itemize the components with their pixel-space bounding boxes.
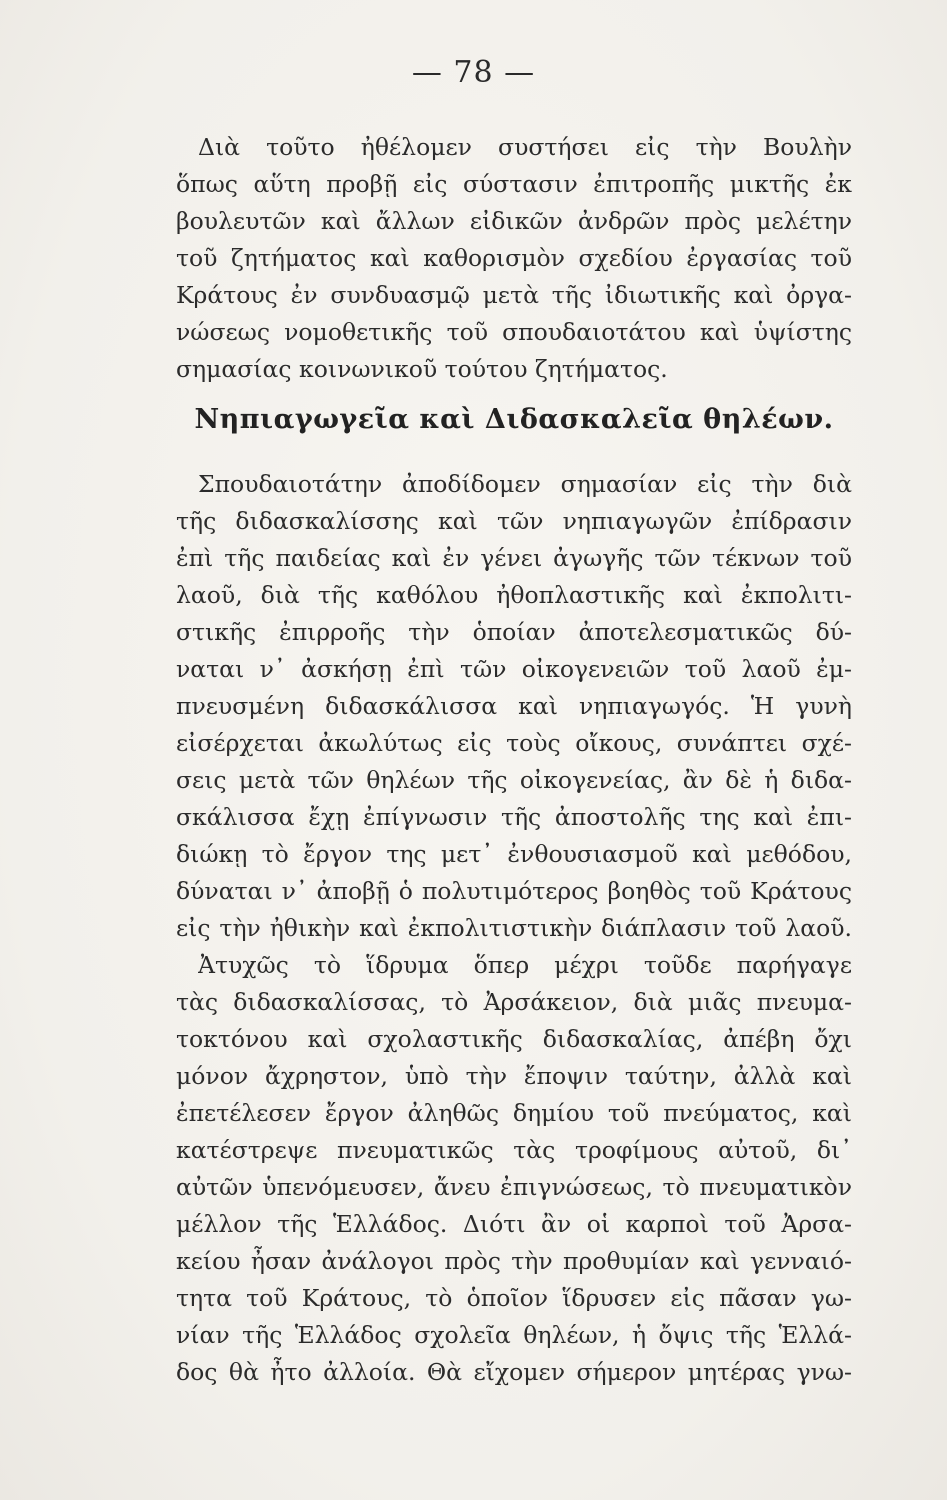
- page-number: — 78 —: [411, 55, 536, 90]
- text-line: αὐτῶν ὑπενόμευσεν, ἄνευ ἐπιγνώσεως, τὸ πνευματικὸν: [176, 1173, 852, 1201]
- text-line: Διὰ τοῦτο ἠθέλομεν συστήσει εἰς τὴν Βουλὴν: [198, 133, 852, 161]
- text-line: νίαν τῆς Ἑλλάδος σχολεῖα θηλέων, ἡ ὄψις τῆς Ἑλλά-: [176, 1321, 852, 1349]
- text-line: λαοῦ, διὰ τῆς καθόλου ἠθοπλαστικῆς καὶ ἐκπολιτι-: [176, 581, 852, 609]
- text-line: τὰς διδασκαλίσσας, τὸ Ἀρσάκειον, διὰ μιᾶς πνευμα-: [176, 988, 852, 1016]
- text-line: ναται ν᾽ ἀσκήσῃ ἐπὶ τῶν οἰκογενειῶν τοῦ λαοῦ ἐμ-: [176, 655, 852, 683]
- section-heading: Νηπιαγωγεῖα καὶ Διδασκαλεῖα θηλέων.: [194, 404, 834, 435]
- text-line: τητα τοῦ Κράτους, τὸ ὁποῖον ἵδρυσεν εἰς πᾶσαν γω-: [176, 1284, 852, 1312]
- text-line: σκάλισσα ἔχῃ ἐπίγνωσιν τῆς ἀποστολῆς της καὶ ἐπι-: [176, 803, 852, 831]
- text-line: σημασίας κοινωνικοῦ τούτου ζητήματος.: [176, 355, 668, 383]
- text-line: μόνον ἄχρηστον, ὑπὸ τὴν ἔποψιν ταύτην, ἀλλὰ καὶ: [176, 1062, 852, 1090]
- text-line: τοῦ ζητήματος καὶ καθορισμὸν σχεδίου ἐργασίας τοῦ: [176, 244, 852, 272]
- text-line: εἰς τὴν ἠθικὴν καὶ ἐκπολιτιστικὴν διάπλασιν τοῦ λαοῦ.: [176, 914, 852, 942]
- text-line: ὅπως αὕτη προβῇ εἰς σύστασιν ἐπιτροπῆς μικτῆς ἐκ: [176, 170, 852, 198]
- text-line: κείου ἦσαν ἀνάλογοι πρὸς τὴν προθυμίαν καὶ γενναιό-: [176, 1247, 852, 1275]
- text-line: Κράτους ἐν συνδυασμῷ μετὰ τῆς ἰδιωτικῆς καὶ ὀργα-: [176, 281, 852, 309]
- text-line: δύναται ν᾽ ἀποβῇ ὁ πολυτιμότερος βοηθὸς τοῦ Κράτους: [176, 877, 852, 905]
- text-line: σεις μετὰ τῶν θηλέων τῆς οἰκογενείας, ἂν δὲ ἡ διδα-: [176, 766, 852, 794]
- text-line: κατέστρεψε πνευματικῶς τὰς τροφίμους αὐτοῦ, δι᾽: [176, 1136, 852, 1164]
- text-line: Σπουδαιοτάτην ἀποδίδομεν σημασίαν εἰς τὴν διὰ: [198, 470, 852, 498]
- text-line: νώσεως νομοθετικῆς τοῦ σπουδαιοτάτου καὶ ὑψίστης: [176, 318, 852, 346]
- text-line: τῆς διδασκαλίσσης καὶ τῶν νηπιαγωγῶν ἐπίδρασιν: [176, 507, 852, 535]
- text-line: στικῆς ἐπιρροῆς τὴν ὁποίαν ἀποτελεσματικῶς δύ-: [176, 618, 852, 646]
- text-line: ἐπετέλεσεν ἔργον ἀληθῶς δημίου τοῦ πνεύματος, καὶ: [176, 1099, 852, 1127]
- text-line: πνευσμένη διδασκάλισσα καὶ νηπιαγωγός. Ἡ γυνὴ: [176, 692, 852, 720]
- text-line: βουλευτῶν καὶ ἄλλων εἰδικῶν ἀνδρῶν πρὸς μελέτην: [176, 207, 852, 235]
- text-line: τοκτόνου καὶ σχολαστικῆς διδασκαλίας, ἀπέβη ὄχι: [176, 1025, 852, 1053]
- text-line: διώκῃ τὸ ἔργον της μετ᾽ ἐνθουσιασμοῦ καὶ μεθόδου,: [176, 840, 852, 868]
- text-line: εἰσέρχεται ἀκωλύτως εἰς τοὺς οἴκους, συνάπτει σχέ-: [176, 729, 852, 757]
- text-line: Ἀτυχῶς τὸ ἵδρυμα ὅπερ μέχρι τοῦδε παρήγαγε: [198, 951, 852, 979]
- text-line: δος θὰ ἦτο ἀλλοία. Θὰ εἴχομεν σήμερον μητέρας γνω-: [176, 1358, 852, 1386]
- text-line: ἐπὶ τῆς παιδείας καὶ ἐν γένει ἀγωγῆς τῶν τέκνων τοῦ: [176, 544, 852, 572]
- text-line: μέλλον τῆς Ἑλλάδος. Διότι ἂν οἱ καρποὶ τοῦ Ἀρσα-: [176, 1210, 852, 1238]
